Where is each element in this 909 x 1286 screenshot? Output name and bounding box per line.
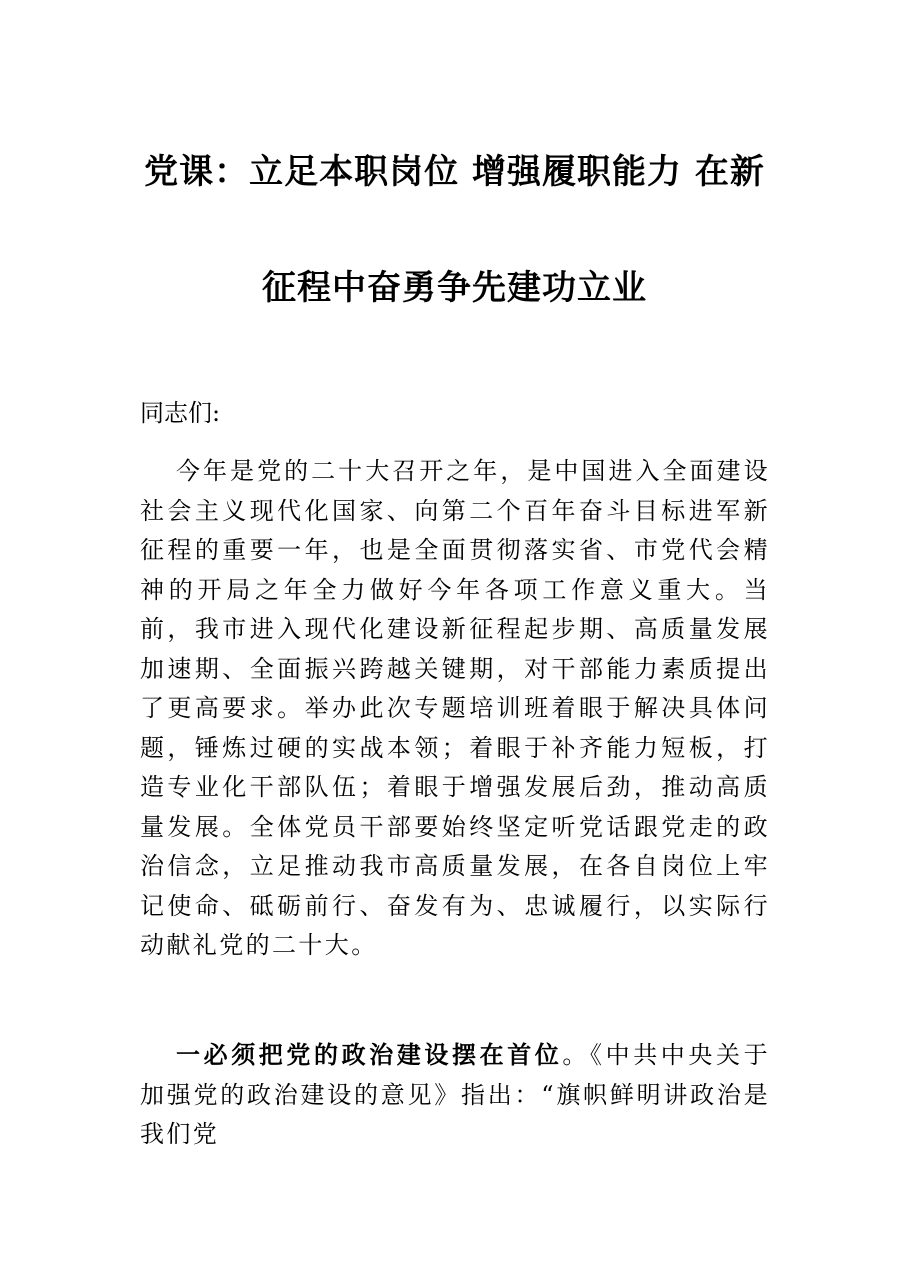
body-paragraph-2-text: 。《中共中央关于加强党的政治建设的意见》指出：“旗帜鲜明讲政治是我们党	[140, 1041, 770, 1148]
body-paragraph-2	[140, 1036, 770, 1155]
body-paragraph-1: 今年是党的二十大召开之年，是中国进入全面建设社会主义现代化国家、向第二个百年奋斗目标进军新征程的重要一年，也是全面贯彻落实省、市党代会精神的开局之年全力做好今年各项工作意义重大。当前，我市进入现代化建设新征程起步期、高质量发展加速期、全面振兴跨越关键期，对干部能力素质提出了更高要求。举办此次专题培训班着眼于解决具体问题，锤炼过硬的实战本领；着眼于补齐能力短板，打造专业化干部队伍；着眼于增强发展后劲，推动高质量发展。全体党员干部要始终坚定听党话跟党走的政治信念，立足推动我市高质量发展，在各自岗位上牢记使命、砥砺前行、奋发有为、忠诚履行，以实际行动献礼党的二十大。	[140, 457, 770, 959]
section-heading-lead: 一必须把党的政治建设摆在首位	[176, 1041, 563, 1069]
salutation: 同志们:	[140, 399, 221, 427]
document-title-line1: 党课：立足本职岗位 增强履职能力 在新	[144, 152, 765, 192]
document-title-line2: 征程中奋勇争先建功立业	[262, 268, 647, 308]
